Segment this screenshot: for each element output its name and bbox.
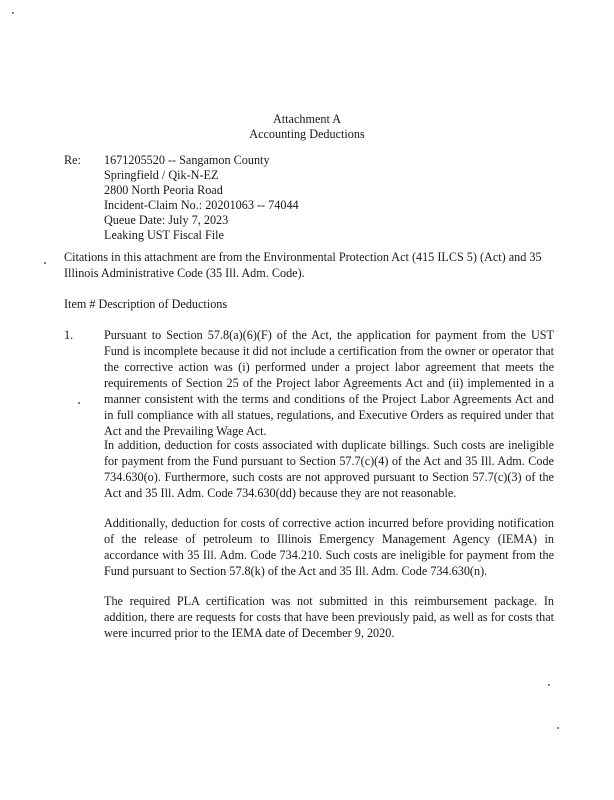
re-incident-claim: Incident-Claim No.: 20201063 -- 74044 <box>104 198 299 212</box>
re-site-id: 1671205520 -- Sangamon County <box>104 153 270 167</box>
scan-speck <box>78 402 80 404</box>
scan-speck <box>44 262 46 264</box>
re-block <box>104 152 299 242</box>
scan-speck <box>12 12 14 14</box>
scan-speck <box>548 684 550 686</box>
re-site-name: Springfield / Qik-N-EZ <box>104 168 219 182</box>
re-file-type: Leaking UST Fiscal File <box>104 228 224 242</box>
deduction-paragraph: Additionally, deduction for costs of corrective action incurred before providing notification of the release of petroleum to Illinois Emergency Management Agency (IEMA) in accordance with 35 Ill. Adm. Code 734.210. Such costs are ineligible for payment from the Fund pursuant to Section 57.8(k) of the Act and 35 Ill. Adm. Code 734.630(n). <box>104 516 554 578</box>
scan-speck <box>557 727 559 729</box>
items-header: Item # Description of Deductions <box>64 297 228 311</box>
item-number: 1. <box>64 328 74 342</box>
attachment-subtitle: Accounting Deductions <box>249 127 365 141</box>
re-label: Re: <box>64 153 81 167</box>
deduction-paragraph: Pursuant to Section 57.8(a)(6)(F) of the Act, the application for payment from the UST Fund is incomplete because it did not include a certification from the owner or operator that the corrective action was (i) performed under a project labor agreement that meets the requirements of Section 25 of the Project labor Agreements Act and (ii) implemented in a manner consistent with the terms and conditions of the Project Labor Agreements Act and in full compliance with all statues, regulations, and Executive Orders as required under that Act and the Prevailing Wage Act. <box>104 328 554 438</box>
deduction-paragraph: In addition, deduction for costs associated with duplicate billings. Such costs are ineligible for payment from the Fund pursuant to Section 57.7(c)(4) of the Act and 35 Ill. Adm. Code 734.630(o). Furthermore, such costs are not approved pursuant to Section 57.7(c)(3) of the Act and 35 Ill. Adm. Code 734.630(dd) because they are not reasonable. <box>104 438 554 500</box>
re-address: 2800 North Peoria Road <box>104 183 223 197</box>
re-queue-date: Queue Date: July 7, 2023 <box>104 213 229 227</box>
deduction-paragraph: The required PLA certification was not submitted in this reimbursement package. In addition, there are requests for costs that have been previously paid, as well as for costs that were incurred prior to the IEMA date of December 9, 2020. <box>104 594 554 640</box>
attachment-title: Attachment A <box>272 112 342 126</box>
citation-paragraph: Citations in this attachment are from the Environmental Protection Act (415 ILCS 5) (Act) and 35 Illinois Administrative Code (35 Ill. Adm. Code). <box>64 250 542 280</box>
